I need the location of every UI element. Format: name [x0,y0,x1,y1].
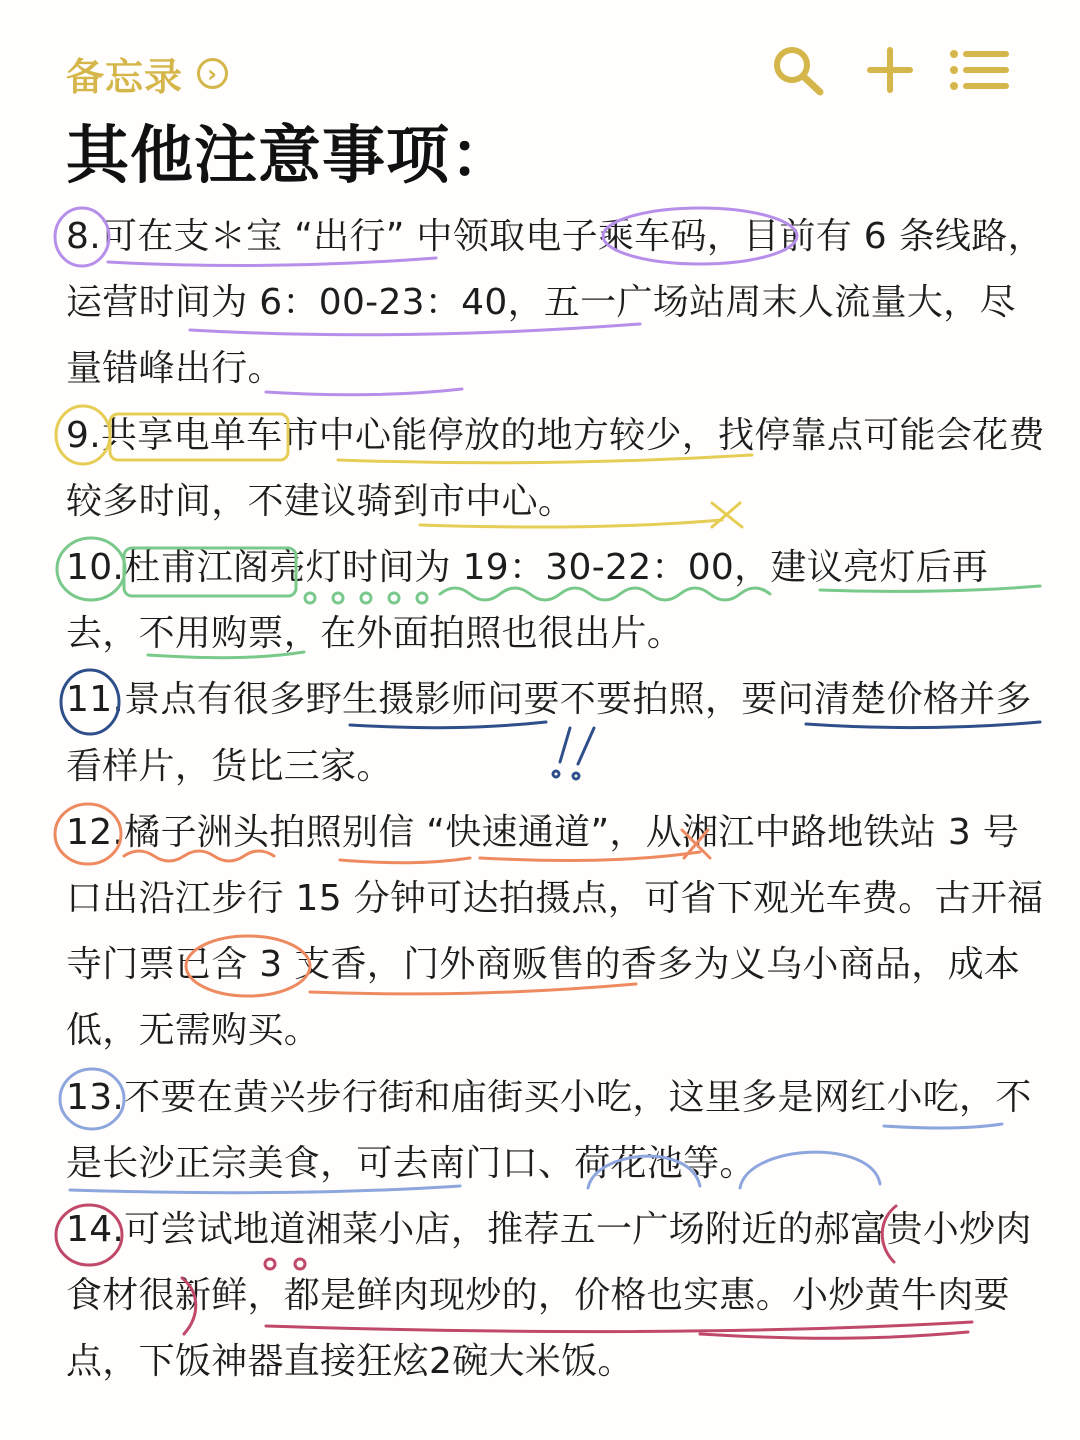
note-item-11: 11.景点有很多野生摄影师问要不要拍照，要问清楚价格并多看样片，货比三家。 [66,679,1032,787]
top-bar [0,0,1080,130]
note-item-14: 14.可尝试地道湘菜小店，推荐五一广场附近的郝富贵小炒肉食材很新鲜，都是鲜肉现炒的，价格也实惠。小炒黄牛肉要点，下饭神器直接狂炫2碗大米饭。 [66,1209,1032,1383]
back-label: 备忘录 [66,55,184,99]
back-button[interactable] [66,46,228,101]
note-body[interactable] [66,204,1050,1396]
note-title: 其他注意事项： [66,119,514,192]
note-item-12: 12.橘子洲头拍照别信 “快速通道”，从湘江中路地铁站 3 号口出沿江步行 15 分钟可达拍摄点，可省下观光车费。古开福寺门票已含 3 支香，门外商贩售的香多为义乌小商品，成本低，无需购买。 [66,811,1044,1052]
note-item-8: 8.可在支＊宝 “出行” 中领取电子乘车码，目前有 6 条线路，运营时间为 6：00-23：40，五一广场站周末人流量大，尽量错峰出行。 [66,216,1044,390]
chevron-right-circle-icon: › [197,58,228,89]
note-item-9: 9.共享电单车市中心能停放的地方较少，找停靠点可能会花费较多时间，不建议骑到市中心。 [66,414,1045,522]
note-item-10: 10.杜甫江阁亮灯时间为 19：30-22：00，建议亮灯后再去，不用购票，在外面拍照也很出片。 [66,547,989,655]
note-item-13: 13.不要在黄兴步行街和庙街买小吃，这里多是网红小吃，不是长沙正宗美食，可去南门口、荷花池等。 [66,1076,1032,1184]
list-icon[interactable] [948,44,1010,96]
plus-icon[interactable] [862,44,918,96]
search-icon[interactable] [770,44,826,96]
